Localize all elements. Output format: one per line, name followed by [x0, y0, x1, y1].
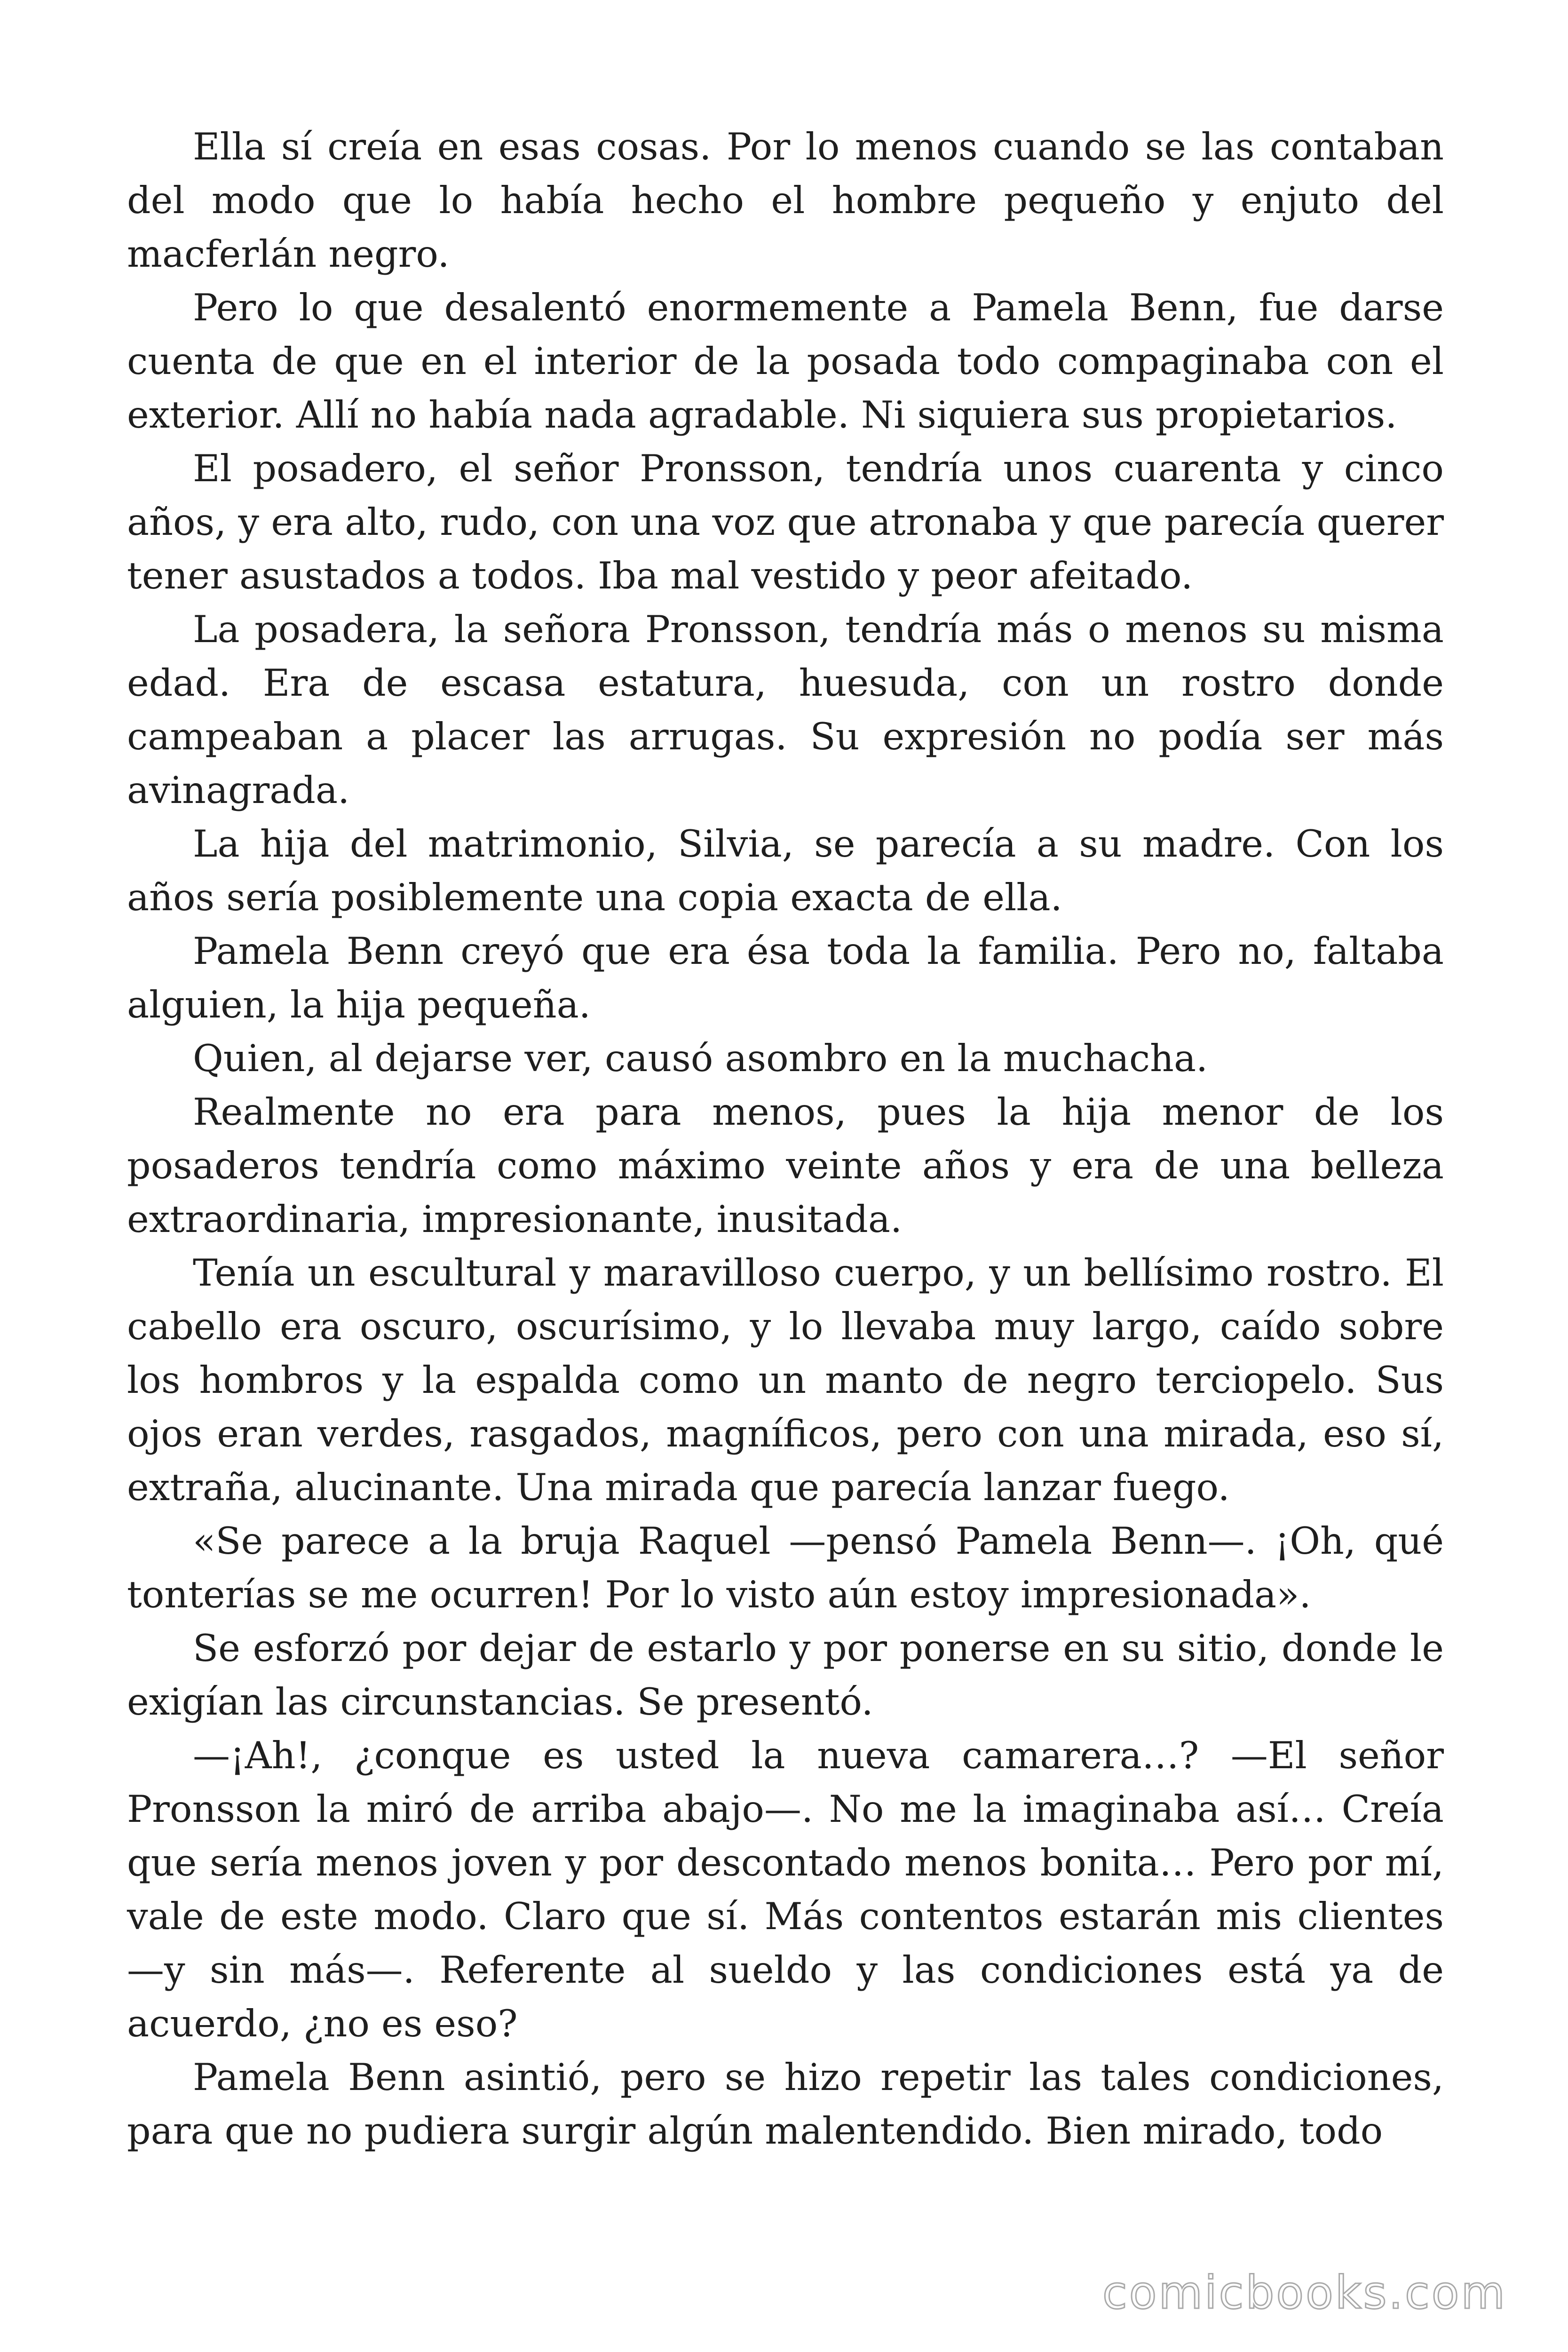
paragraph: Ella sí creía en esas cosas. Por lo menos cuando se las contaban del modo que lo había hecho el hombre pequeño y enjuto del macferlán negro.	[127, 125, 1444, 276]
paragraph: La posadera, la señora Pronsson, tendría más o menos su misma edad. Era de escasa estatura, huesuda, con un rostro donde campeaban a placer las arrugas. Su expresión no podía ser más avinagrada.	[127, 608, 1444, 812]
paragraph: Pamela Benn creyó que era ésa toda la familia. Pero no, faltaba alguien, la hija pequeña.	[127, 930, 1444, 1026]
paragraph: El posadero, el señor Pronsson, tendría unos cuarenta y cinco años, y era alto, rudo, con una voz que atronaba y que parecía querer tener asustados a todos. Iba mal vestido y peor afeitado.	[127, 447, 1444, 597]
paragraph: La hija del matrimonio, Silvia, se parecía a su madre. Con los años sería posiblemente una copia exacta de ella.	[127, 822, 1444, 919]
paragraph: Pero lo que desalentó enormemente a Pamela Benn, fue darse cuenta de que en el interior de la posada todo compaginaba con el exterior. Allí no había nada agradable. Ni siquiera sus propietarios.	[127, 286, 1444, 437]
page-body-text	[127, 120, 1444, 2158]
watermark: comicbooks.com	[1102, 2266, 1507, 2319]
paragraph: Tenía un escultural y maravilloso cuerpo, y un bellísimo rostro. El cabello era oscuro, oscurísimo, y lo llevaba muy largo, caído sobre los hombros y la espalda como un manto de negro terciopelo. Sus ojos eran verdes, rasgados, magníficos, pero con una mirada, eso sí, extraña, alucinante. Una mirada que parecía lanzar fuego.	[127, 1251, 1444, 1509]
paragraph: «Se parece a la bruja Raquel —pensó Pamela Benn—. ¡Oh, qué tonterías se me ocurren! Por lo visto aún estoy impresionada».	[127, 1519, 1444, 1616]
paragraph: Se esforzó por dejar de estarlo y por ponerse en su sitio, donde le exigían las circunstancias. Se presentó.	[127, 1627, 1444, 1724]
paragraph: Pamela Benn asintió, pero se hizo repetir las tales condiciones, para que no pudiera surgir algún malentendido. Bien mirado, todo	[127, 2056, 1444, 2153]
paragraph: —¡Ah!, ¿conque es usted la nueva camarera…? —El señor Pronsson la miró de arriba abajo—. No me la imaginaba así… Creía que sería menos joven y por descontado menos bonita… Pero por mí, vale de este modo. Claro que sí. Más contentos estarán mis clientes —y sin más—. Referente al sueldo y las condiciones está ya de acuerdo, ¿no es eso?	[127, 1734, 1444, 2045]
paragraph: Realmente no era para menos, pues la hija menor de los posaderos tendría como máximo veinte años y era de una belleza extraordinaria, impresionante, inusitada.	[127, 1090, 1444, 1241]
paragraph: Quien, al dejarse ver, causó asombro en la muchacha.	[193, 1037, 1208, 1080]
